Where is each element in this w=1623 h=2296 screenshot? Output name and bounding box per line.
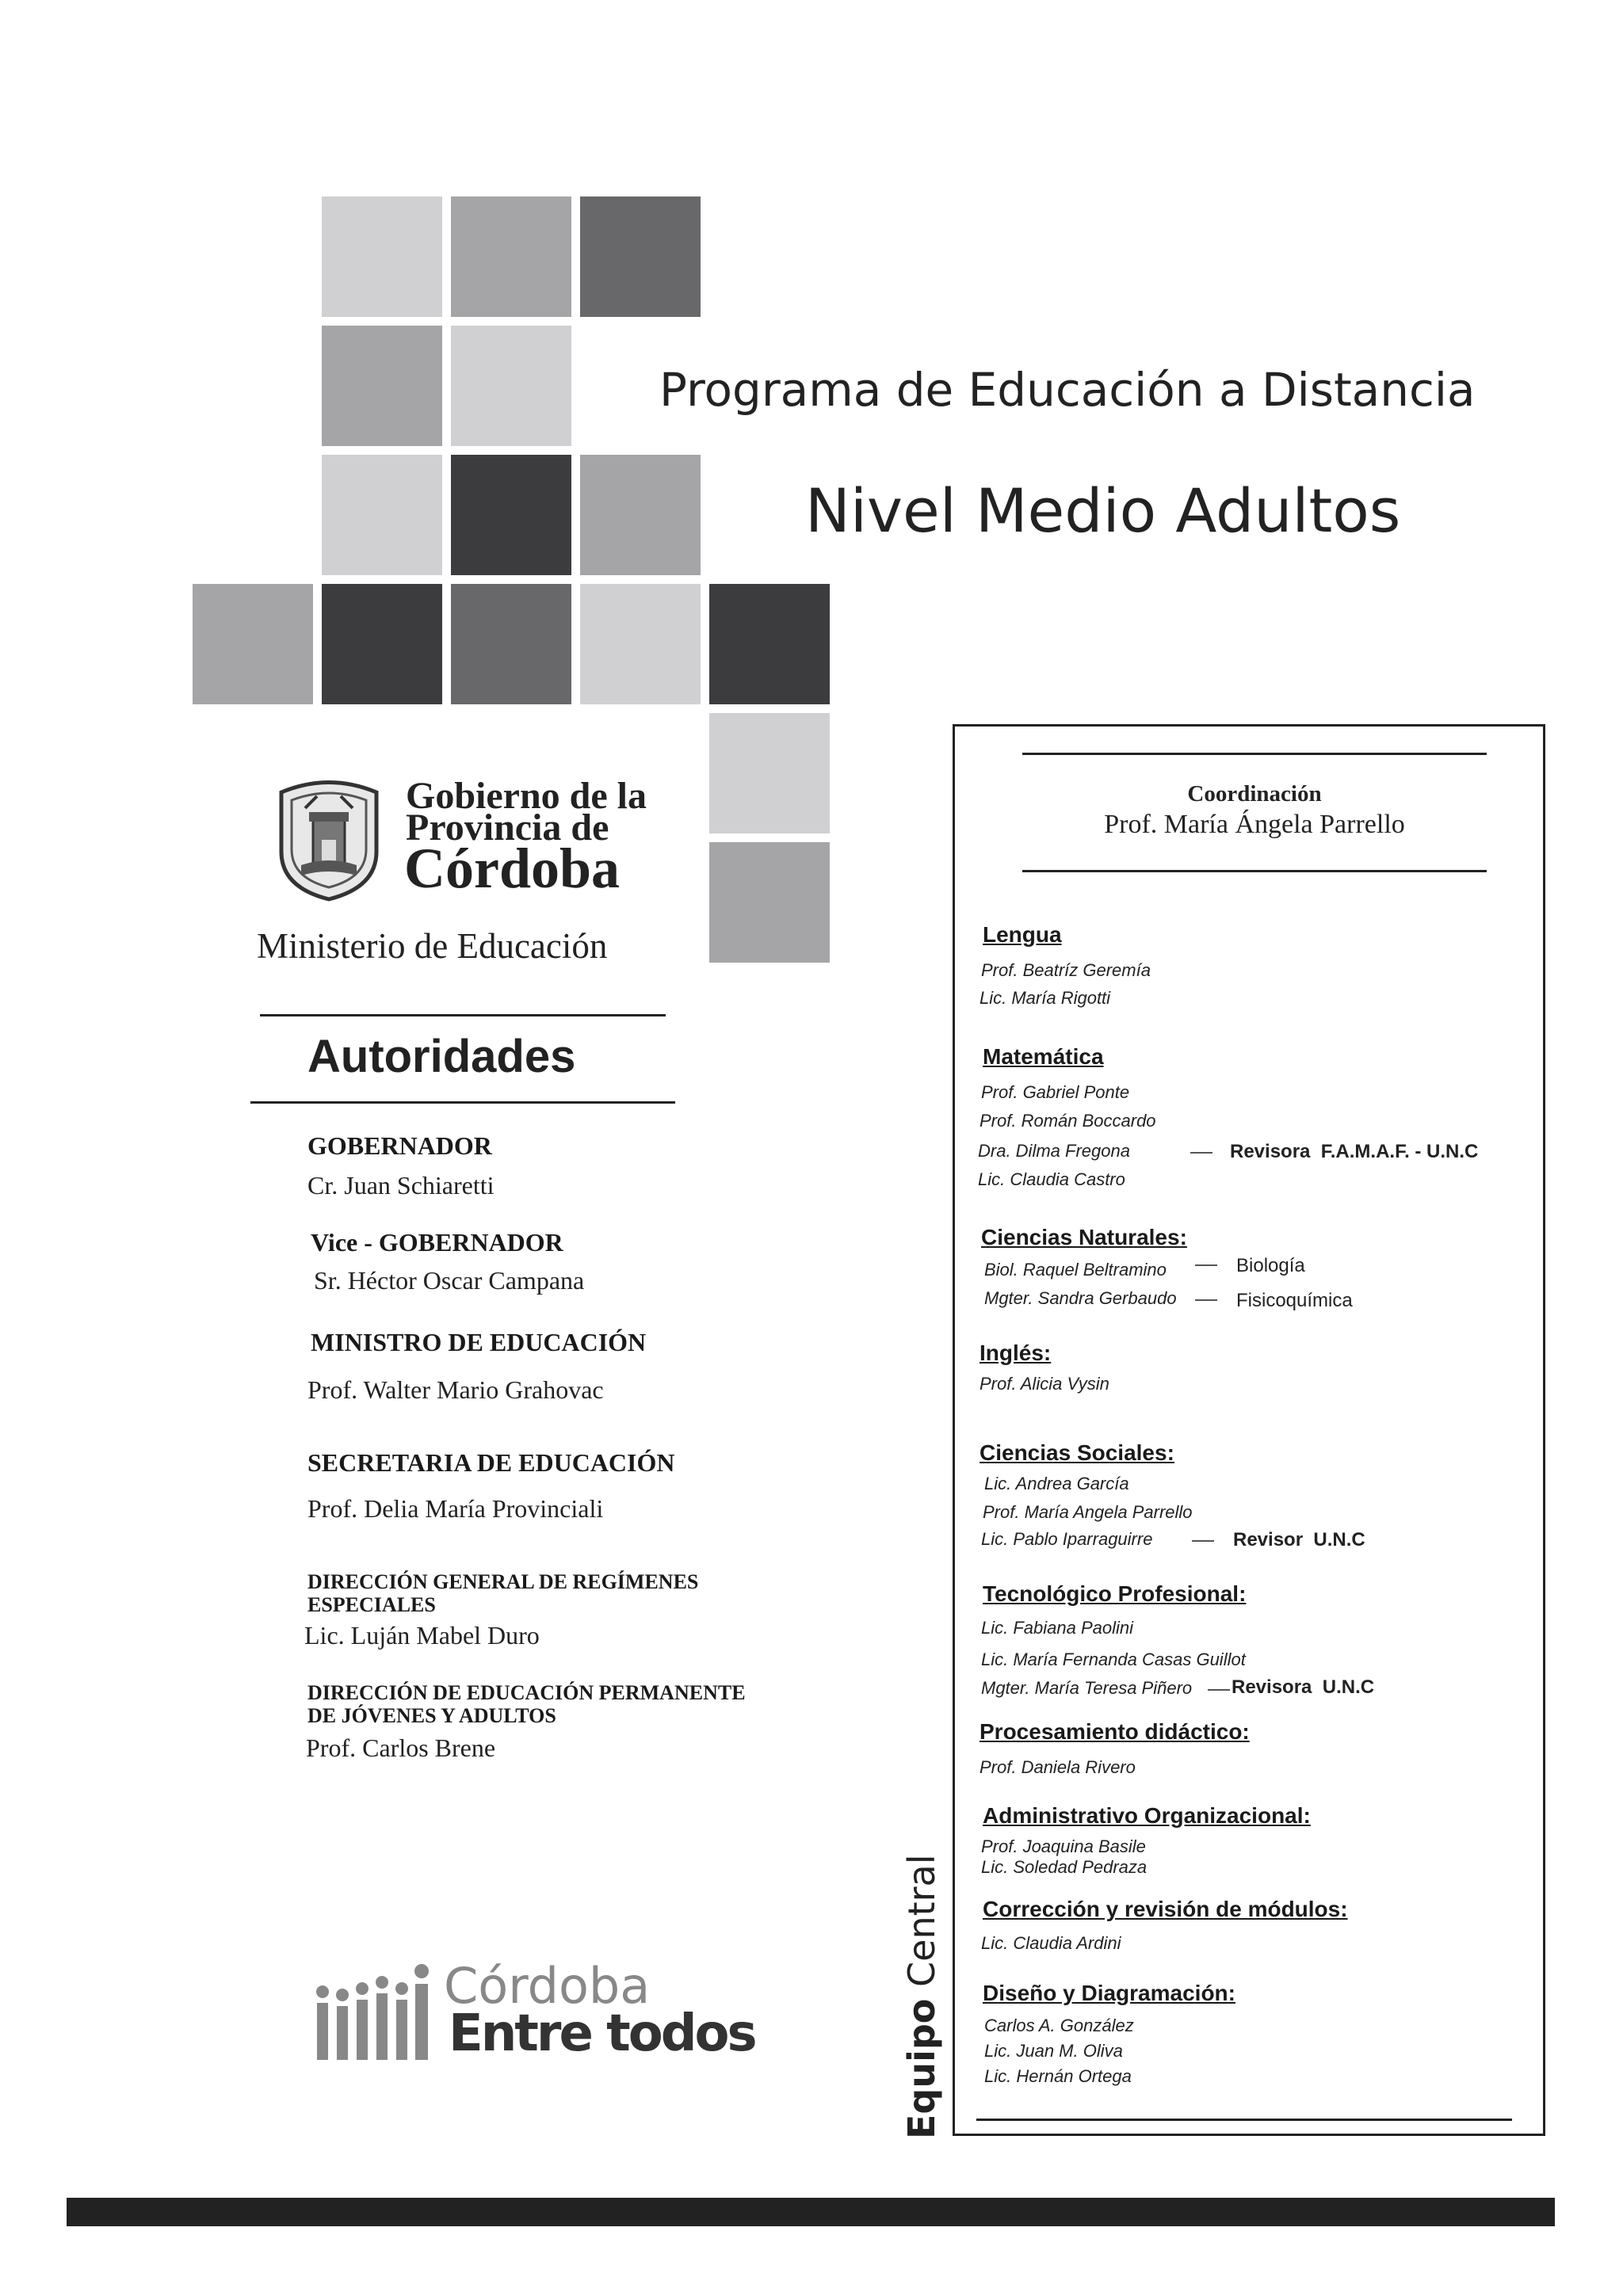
- authority-role: DIRECCIÓN DE EDUCACIÓN PERMANENTE DE JÓVENES Y ADULTOS: [307, 1681, 746, 1727]
- team-member: Lic. Claudia Ardini: [981, 1933, 1121, 1953]
- section-title-lengua: Lengua: [983, 922, 1062, 947]
- section-title-tecnologico: Tecnológico Profesional:: [983, 1581, 1247, 1606]
- team-member: Lic. María Rigotti: [980, 988, 1111, 1008]
- gov-logo-line3: Córdoba: [404, 837, 621, 900]
- reviewer-note: Revisora U.N.C: [1232, 1676, 1375, 1698]
- team-member: Lic. Andrea García: [984, 1474, 1129, 1493]
- team-member: Prof. Román Boccardo: [980, 1111, 1156, 1131]
- mosaic-square: [580, 196, 701, 317]
- mosaic-square: [322, 196, 442, 317]
- team-member: Prof. Daniela Rivero: [980, 1757, 1136, 1777]
- authority-role: DIRECCIÓN GENERAL DE REGÍMENES ESPECIALES: [307, 1570, 699, 1616]
- section-title-diseno: Diseño y Diagramación:: [983, 1981, 1235, 2005]
- team-member: Lic. Juan M. Oliva: [984, 2041, 1123, 2061]
- cordoba-entre-todos-icon: [314, 1960, 433, 2063]
- team-member: Prof. María Angela Parrello: [983, 1502, 1193, 1522]
- mosaic-square: [451, 196, 571, 317]
- authority-name: Prof. Delia María Provinciali: [307, 1494, 604, 1523]
- team-member: Prof. Beatríz Geremía: [981, 960, 1151, 980]
- coordination-title: Coordinación: [1187, 781, 1322, 807]
- mosaic-square: [451, 326, 571, 446]
- mosaic-square: [709, 842, 830, 963]
- mosaic-square: [709, 584, 830, 704]
- mosaic-square: [709, 713, 830, 833]
- section-title-matematica: Matemática: [983, 1044, 1104, 1069]
- authorities-heading: Autoridades: [307, 1031, 576, 1082]
- gov-logo-line2: Provincia de: [406, 807, 609, 849]
- section-title-correccion: Corrección y revisión de módulos:: [983, 1897, 1348, 1921]
- team-member: Lic. Soledad Pedraza: [981, 1857, 1148, 1877]
- footer-bar: [67, 2198, 1555, 2226]
- team-box-rule-bottom: [976, 2119, 1512, 2121]
- authority-role: Vice - GOBERNADOR: [311, 1228, 563, 1257]
- reviewer-note: Revisor U.N.C: [1233, 1529, 1365, 1550]
- level-title: Nivel Medio Adultos: [805, 475, 1401, 546]
- authorities-rule-bottom: [250, 1101, 675, 1104]
- cordoba-logo-word: Córdoba: [444, 1957, 651, 2015]
- team-member: Lic. Claudia Castro: [978, 1169, 1125, 1189]
- reviewer-note: Revisora F.A.M.A.F. - U.N.C: [1230, 1141, 1479, 1162]
- team-member: Mgter. María Teresa Piñero: [981, 1678, 1193, 1698]
- authority-role: MINISTRO DE EDUCACIÓN: [311, 1328, 647, 1356]
- section-title-administrativo: Administrativo Organizacional:: [983, 1803, 1311, 1828]
- mosaic-square: [580, 455, 701, 575]
- gov-logo-line1: Gobierno de la: [406, 775, 647, 817]
- team-member: Biol. Raquel Beltramino: [984, 1260, 1167, 1280]
- authority-name: Sr. Héctor Oscar Campana: [314, 1266, 585, 1295]
- program-title: Programa de Educación a Distancia: [659, 363, 1476, 417]
- authority-name: Cr. Juan Schiaretti: [307, 1171, 495, 1199]
- mosaic-square: [322, 584, 442, 704]
- team-member: Lic. Fabiana Paolini: [981, 1618, 1134, 1638]
- coordination-name: Prof. María Ángela Parrello: [1104, 810, 1405, 839]
- team-member: Mgter. Sandra Gerbaudo: [984, 1288, 1177, 1308]
- section-title-sociales: Ciencias Sociales:: [980, 1440, 1174, 1465]
- authority-role: GOBERNADOR: [307, 1131, 492, 1160]
- authority-name: Prof. Carlos Brene: [306, 1733, 496, 1762]
- team-member: Dra. Dilma Fregona: [978, 1141, 1130, 1161]
- subject-note: Fisicoquímica: [1236, 1290, 1353, 1311]
- note-dash: [1192, 1540, 1214, 1542]
- authorities-rule-top: [260, 1014, 666, 1016]
- team-member: Prof. Joaquina Basile: [981, 1836, 1146, 1856]
- note-dash: [1190, 1152, 1212, 1154]
- team-member: Prof. Alicia Vysin: [980, 1374, 1109, 1394]
- team-member: Lic. Hernán Ortega: [984, 2066, 1132, 2086]
- mosaic-square: [322, 455, 442, 575]
- section-title-procesamiento: Procesamiento didáctico:: [980, 1719, 1250, 1744]
- subject-note: Biología: [1236, 1255, 1305, 1276]
- authority-role: SECRETARIA DE EDUCACIÓN: [307, 1448, 675, 1477]
- section-title-naturales: Ciencias Naturales:: [981, 1225, 1187, 1249]
- note-dash: [1195, 1299, 1217, 1301]
- mosaic-square: [580, 584, 701, 704]
- team-member: Lic. Pablo Iparraguirre: [981, 1529, 1153, 1549]
- mosaic-square: [451, 584, 571, 704]
- ministry-name: Ministerio de Educación: [257, 926, 608, 966]
- mosaic-square: [322, 326, 442, 446]
- note-dash: [1195, 1264, 1217, 1266]
- authority-name: Lic. Luján Mabel Duro: [304, 1621, 540, 1650]
- mosaic-square: [451, 455, 571, 575]
- mosaic-square: [193, 584, 313, 704]
- section-title-ingles: Inglés:: [980, 1341, 1052, 1365]
- team-member: Lic. María Fernanda Casas Guillot: [981, 1650, 1246, 1669]
- team-member: Prof. Gabriel Ponte: [981, 1082, 1130, 1102]
- entre-todos-logo-word: Entre todos: [449, 2004, 755, 2063]
- team-vertical-label: Equipo Central: [900, 1854, 943, 2139]
- note-dash: [1208, 1689, 1230, 1691]
- authority-name: Prof. Walter Mario Grahovac: [307, 1375, 604, 1404]
- coordination-rule-bottom: [1022, 870, 1487, 872]
- coat-of-arms-icon: [269, 776, 388, 903]
- team-member: Carlos A. González: [984, 2016, 1134, 2035]
- coordination-rule-top: [1022, 753, 1487, 755]
